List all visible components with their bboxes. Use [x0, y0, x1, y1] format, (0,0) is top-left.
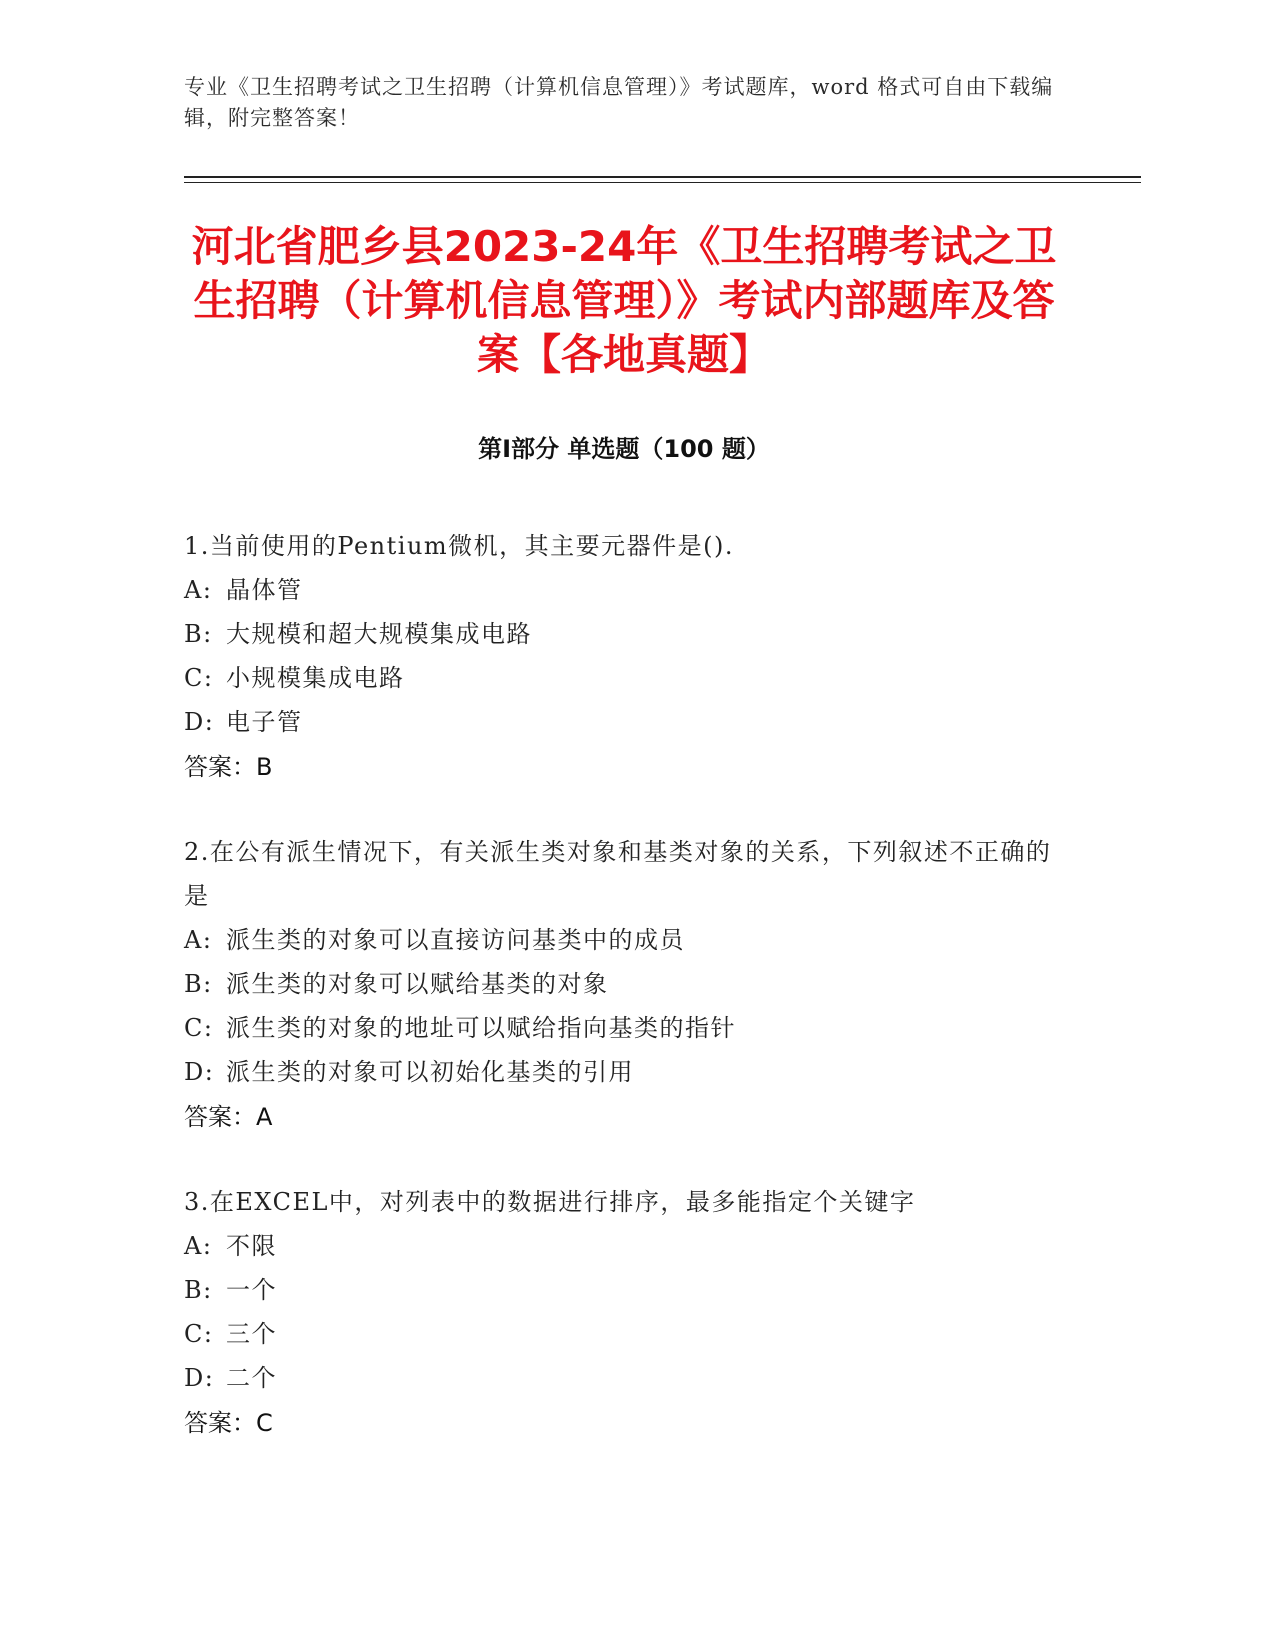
option-c — [184, 656, 1054, 700]
option-c — [184, 1006, 1054, 1050]
option-a — [184, 1224, 1054, 1268]
document-title: 河北省肥乡县2023-24年《卫生招聘考试之卫生招聘（计算机信息管理）》考试内部题库及答案【各地真题】 — [191, 222, 1057, 379]
option-b — [184, 962, 1054, 1006]
option-key: B: — [184, 970, 213, 998]
option-key: C: — [184, 1014, 214, 1042]
question-stem: 2.在公有派生情况下，有关派生类对象和基类对象的关系，下列叙述不正确的是 — [184, 838, 1052, 910]
header-note: 专业《卫生招聘考试之卫生招聘（计算机信息管理）》考试题库，word 格式可自由下载编辑，附完整答案！ — [184, 75, 1054, 130]
section-title: 第Ⅰ部分 单选题（100 题） — [478, 435, 770, 463]
header-divider-thin — [184, 182, 1141, 183]
option-text: 派生类的对象的地址可以赋给指向基类的指针 — [226, 1014, 736, 1042]
option-d — [184, 700, 1054, 744]
question-1 — [184, 524, 1054, 790]
option-key: D: — [184, 1058, 215, 1086]
option-c — [184, 1312, 1054, 1356]
option-text: 派生类的对象可以直接访问基类中的成员 — [226, 926, 685, 954]
option-key: C: — [184, 1320, 214, 1348]
answer-line: 答案：B — [184, 753, 273, 781]
option-key: C: — [184, 664, 214, 692]
option-key: B: — [184, 620, 213, 648]
question-stem: 1.当前使用的Pentium微机，其主要元器件是(). — [184, 532, 735, 560]
option-b — [184, 1268, 1054, 1312]
option-text: 一个 — [226, 1276, 277, 1304]
option-text: 大规模和超大规模集成电路 — [226, 620, 532, 648]
option-key: A: — [184, 576, 213, 604]
question-list — [184, 524, 1054, 1486]
header-divider-thick — [184, 176, 1141, 178]
answer-line: 答案：C — [184, 1409, 273, 1437]
question-3 — [184, 1180, 1054, 1446]
option-text: 电子管 — [226, 708, 303, 736]
option-d — [184, 1050, 1054, 1094]
option-text: 晶体管 — [226, 576, 303, 604]
option-a — [184, 568, 1054, 612]
option-key: D: — [184, 708, 215, 736]
option-text: 不限 — [226, 1232, 277, 1260]
option-key: A: — [184, 926, 213, 954]
question-stem: 3.在EXCEL中，对列表中的数据进行排序，最多能指定个关键字 — [184, 1188, 916, 1216]
option-d — [184, 1356, 1054, 1400]
option-text: 二个 — [226, 1364, 277, 1392]
option-text: 派生类的对象可以赋给基类的对象 — [226, 970, 609, 998]
option-text: 三个 — [226, 1320, 277, 1348]
option-a — [184, 918, 1054, 962]
option-key: D: — [184, 1364, 215, 1392]
option-b — [184, 612, 1054, 656]
option-key: A: — [184, 1232, 213, 1260]
option-key: B: — [184, 1276, 213, 1304]
answer-line: 答案：A — [184, 1103, 273, 1131]
option-text: 小规模集成电路 — [226, 664, 405, 692]
option-text: 派生类的对象可以初始化基类的引用 — [226, 1058, 634, 1086]
question-2 — [184, 830, 1054, 1140]
